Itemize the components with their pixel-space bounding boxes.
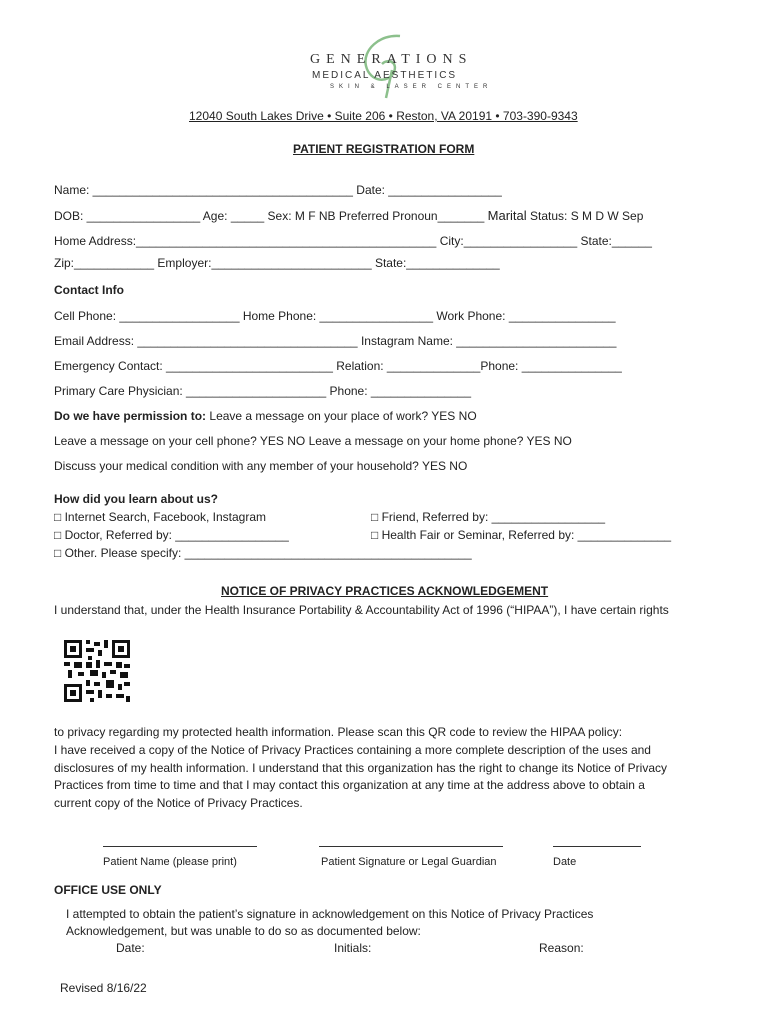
- privacy-p2: I have received a copy of the Notice of Privacy Practices containing a more complete description of the uses and: [54, 743, 651, 757]
- office-heading: OFFICE USE ONLY: [54, 883, 162, 897]
- permission-q3[interactable]: Discuss your medical condition with any member of your household? YES NO: [54, 459, 468, 473]
- privacy-p5: current copy of the Notice of Privacy Practices.: [54, 796, 303, 810]
- emergency-row[interactable]: Emergency Contact: _________________________ Relation: ______________Phone: _______________: [54, 359, 622, 373]
- referral-healthfair-checkbox[interactable]: □ Health Fair or Seminar, Referred by: ______________: [371, 528, 672, 542]
- permission-q1[interactable]: [54, 409, 477, 423]
- referral-doctor-checkbox[interactable]: □ Doctor, Referred by: _________________: [54, 528, 289, 542]
- contact-heading: Contact Info: [54, 283, 124, 297]
- referral-other-checkbox[interactable]: □ Other. Please specify: ___________________________________________: [54, 546, 472, 560]
- patient-signature-line[interactable]: [319, 846, 503, 847]
- permission-q1-text: Leave a message on your place of work? YES NO: [209, 409, 477, 423]
- privacy-p3: disclosures of my health information. I understand that this organization has the right to change its Notice of Privacy: [54, 761, 667, 775]
- logo: [300, 32, 493, 102]
- physician-row[interactable]: Primary Care Physician: _____________________ Phone: _______________: [54, 384, 471, 398]
- marital-status: Status: S M D W Sep: [530, 209, 644, 223]
- logo-name: GENERATIONS: [310, 52, 473, 67]
- dob-row[interactable]: [54, 208, 643, 223]
- referral-friend-checkbox[interactable]: □ Friend, Referred by: _________________: [371, 510, 606, 524]
- dob-age-sex-pronoun: DOB: _________________ Age: _____ Sex: M F NB Preferred Pronoun_______: [54, 209, 485, 223]
- patient-signature-label: Patient Signature or Legal Guardian: [321, 856, 497, 868]
- date-label: Date: [553, 856, 577, 868]
- logo-tagline: SKIN & LASER CENTER: [330, 84, 493, 90]
- address-line: 12040 South Lakes Drive • Suite 206 • Reston, VA 20191 • 703-390-9343: [189, 109, 578, 123]
- privacy-intro: I understand that, under the Health Insurance Portability & Accountability Act of 1996 (“HIPAA”), I have certain rights: [54, 603, 669, 617]
- marital-label: Marital: [487, 208, 527, 223]
- permission-label: Do we have permission to:: [54, 409, 207, 423]
- hipaa-qr-code[interactable]: [64, 640, 130, 702]
- permission-q2[interactable]: Leave a message on your cell phone? YES NO Leave a message on your home phone? YES NO: [54, 434, 572, 448]
- qr-code-icon: [64, 640, 130, 702]
- privacy-heading: NOTICE OF PRIVACY PRACTICES ACKNOWLEDGEMENT: [221, 584, 549, 598]
- privacy-p4: Practices from time to time and that I may contact this organization at any time at the address above to obtain a: [54, 778, 645, 792]
- revised-date: Revised 8/16/22: [60, 981, 147, 995]
- office-line2: Acknowledgement, but was unable to do so as documented below:: [66, 924, 421, 938]
- zip-employer-row[interactable]: Zip:____________ Employer:________________________ State:______________: [54, 256, 500, 270]
- office-initials-label: Initials:: [334, 941, 372, 955]
- patient-name-line[interactable]: [103, 846, 257, 847]
- email-row[interactable]: Email Address: _________________________________ Instagram Name: ________________________: [54, 334, 617, 348]
- referral-heading: How did you learn about us?: [54, 492, 219, 506]
- office-date-label: Date:: [116, 941, 145, 955]
- phone-row[interactable]: Cell Phone: __________________ Home Phone: _________________ Work Phone: ________________: [54, 309, 616, 323]
- office-line1: I attempted to obtain the patient’s signature in acknowledgement on this Notice of Privacy Practices: [66, 907, 594, 921]
- office-reason-label: Reason:: [539, 941, 584, 955]
- address-row[interactable]: Home Address:_____________________________________________ City:_________________ State:______: [54, 234, 652, 248]
- referral-internet-checkbox[interactable]: □ Internet Search, Facebook, Instagram: [54, 510, 267, 524]
- patient-name-label: Patient Name (please print): [103, 856, 237, 868]
- form-title: PATIENT REGISTRATION FORM: [293, 142, 475, 156]
- privacy-p1: to privacy regarding my protected health information. Please scan this QR code to review the HIPAA policy:: [54, 725, 623, 739]
- date-line[interactable]: [553, 846, 641, 847]
- logo-subtitle: MEDICAL AESTHETICS: [312, 70, 458, 81]
- name-date-row[interactable]: Name: _______________________________________ Date: _________________: [54, 183, 502, 197]
